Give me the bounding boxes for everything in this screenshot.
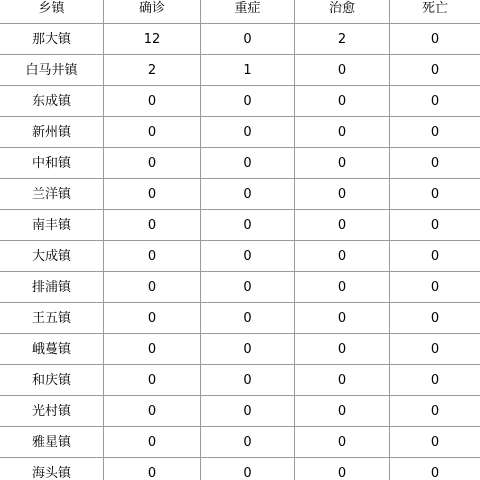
- table-row: [0, 334, 480, 365]
- cell-recovered: 2: [295, 24, 390, 55]
- header-confirmed: 确诊: [104, 0, 201, 24]
- cell-recovered: 0: [295, 86, 390, 117]
- table-row: [0, 241, 480, 272]
- cell-confirmed: 0: [104, 396, 201, 427]
- cell-confirmed: 0: [104, 365, 201, 396]
- cell-severe: 0: [201, 210, 295, 241]
- cell-confirmed: 0: [104, 179, 201, 210]
- cell-town: 大成镇: [0, 241, 104, 272]
- cell-confirmed: 0: [104, 458, 201, 480]
- table-row: [0, 396, 480, 427]
- cell-town: 中和镇: [0, 148, 104, 179]
- table-row: [0, 427, 480, 458]
- cell-recovered: 0: [295, 210, 390, 241]
- cell-severe: 0: [201, 427, 295, 458]
- cell-recovered: 0: [295, 427, 390, 458]
- cell-deaths: 0: [390, 179, 480, 210]
- cell-deaths: 0: [390, 24, 480, 55]
- cell-recovered: 0: [295, 179, 390, 210]
- cell-confirmed: 0: [104, 241, 201, 272]
- cell-deaths: 0: [390, 241, 480, 272]
- cell-confirmed: 0: [104, 117, 201, 148]
- cell-severe: 0: [201, 179, 295, 210]
- header-row: [0, 0, 480, 24]
- cell-town: 白马井镇: [0, 55, 104, 86]
- cell-recovered: 0: [295, 365, 390, 396]
- cell-deaths: 0: [390, 334, 480, 365]
- cell-severe: 0: [201, 24, 295, 55]
- cell-town: 光村镇: [0, 396, 104, 427]
- cell-town: 南丰镇: [0, 210, 104, 241]
- header-recovered: 治愈: [295, 0, 390, 24]
- cell-severe: 0: [201, 334, 295, 365]
- cell-town: 那大镇: [0, 24, 104, 55]
- cell-deaths: 0: [390, 55, 480, 86]
- cell-confirmed: 0: [104, 303, 201, 334]
- cell-deaths: 0: [390, 303, 480, 334]
- cell-recovered: 0: [295, 458, 390, 480]
- cell-town: 新州镇: [0, 117, 104, 148]
- cell-deaths: 0: [390, 458, 480, 480]
- cell-deaths: 0: [390, 117, 480, 148]
- cell-recovered: 0: [295, 272, 390, 303]
- cell-town: 和庆镇: [0, 365, 104, 396]
- cell-severe: 0: [201, 272, 295, 303]
- cell-town: 峨蔓镇: [0, 334, 104, 365]
- cell-recovered: 0: [295, 303, 390, 334]
- header-deaths: 死亡: [390, 0, 480, 24]
- cell-deaths: 0: [390, 86, 480, 117]
- cell-town: 排浦镇: [0, 272, 104, 303]
- cell-severe: 1: [201, 55, 295, 86]
- cell-recovered: 0: [295, 148, 390, 179]
- cell-town: 王五镇: [0, 303, 104, 334]
- cell-deaths: 0: [390, 210, 480, 241]
- table-row: [0, 117, 480, 148]
- cell-confirmed: 0: [104, 427, 201, 458]
- cell-severe: 0: [201, 117, 295, 148]
- cell-severe: 0: [201, 241, 295, 272]
- cell-confirmed: 0: [104, 86, 201, 117]
- table-row: [0, 24, 480, 55]
- cell-confirmed: 2: [104, 55, 201, 86]
- cell-recovered: 0: [295, 117, 390, 148]
- table-row: [0, 272, 480, 303]
- cell-recovered: 0: [295, 241, 390, 272]
- cell-severe: 0: [201, 458, 295, 480]
- cell-town: 海头镇: [0, 458, 104, 480]
- cell-town: 兰洋镇: [0, 179, 104, 210]
- cell-severe: 0: [201, 396, 295, 427]
- cell-town: 雅星镇: [0, 427, 104, 458]
- cell-deaths: 0: [390, 148, 480, 179]
- cell-confirmed: 0: [104, 148, 201, 179]
- cell-severe: 0: [201, 148, 295, 179]
- cell-town: 东成镇: [0, 86, 104, 117]
- cell-deaths: 0: [390, 272, 480, 303]
- cell-confirmed: 0: [104, 210, 201, 241]
- cell-recovered: 0: [295, 396, 390, 427]
- header-severe: 重症: [201, 0, 295, 24]
- cell-severe: 0: [201, 303, 295, 334]
- table-row: [0, 458, 480, 480]
- cell-confirmed: 0: [104, 272, 201, 303]
- cell-confirmed: 12: [104, 24, 201, 55]
- table-row: [0, 303, 480, 334]
- cell-recovered: 0: [295, 334, 390, 365]
- cell-recovered: 0: [295, 55, 390, 86]
- cell-confirmed: 0: [104, 334, 201, 365]
- table-row: [0, 179, 480, 210]
- table-row: [0, 148, 480, 179]
- cell-deaths: 0: [390, 365, 480, 396]
- cell-deaths: 0: [390, 396, 480, 427]
- cell-deaths: 0: [390, 427, 480, 458]
- header-town: 乡镇: [0, 0, 104, 24]
- table-row: [0, 55, 480, 86]
- table-row: [0, 86, 480, 117]
- table-body: [0, 24, 480, 480]
- cell-severe: 0: [201, 365, 295, 396]
- table-row: [0, 365, 480, 396]
- cell-severe: 0: [201, 86, 295, 117]
- table-row: [0, 210, 480, 241]
